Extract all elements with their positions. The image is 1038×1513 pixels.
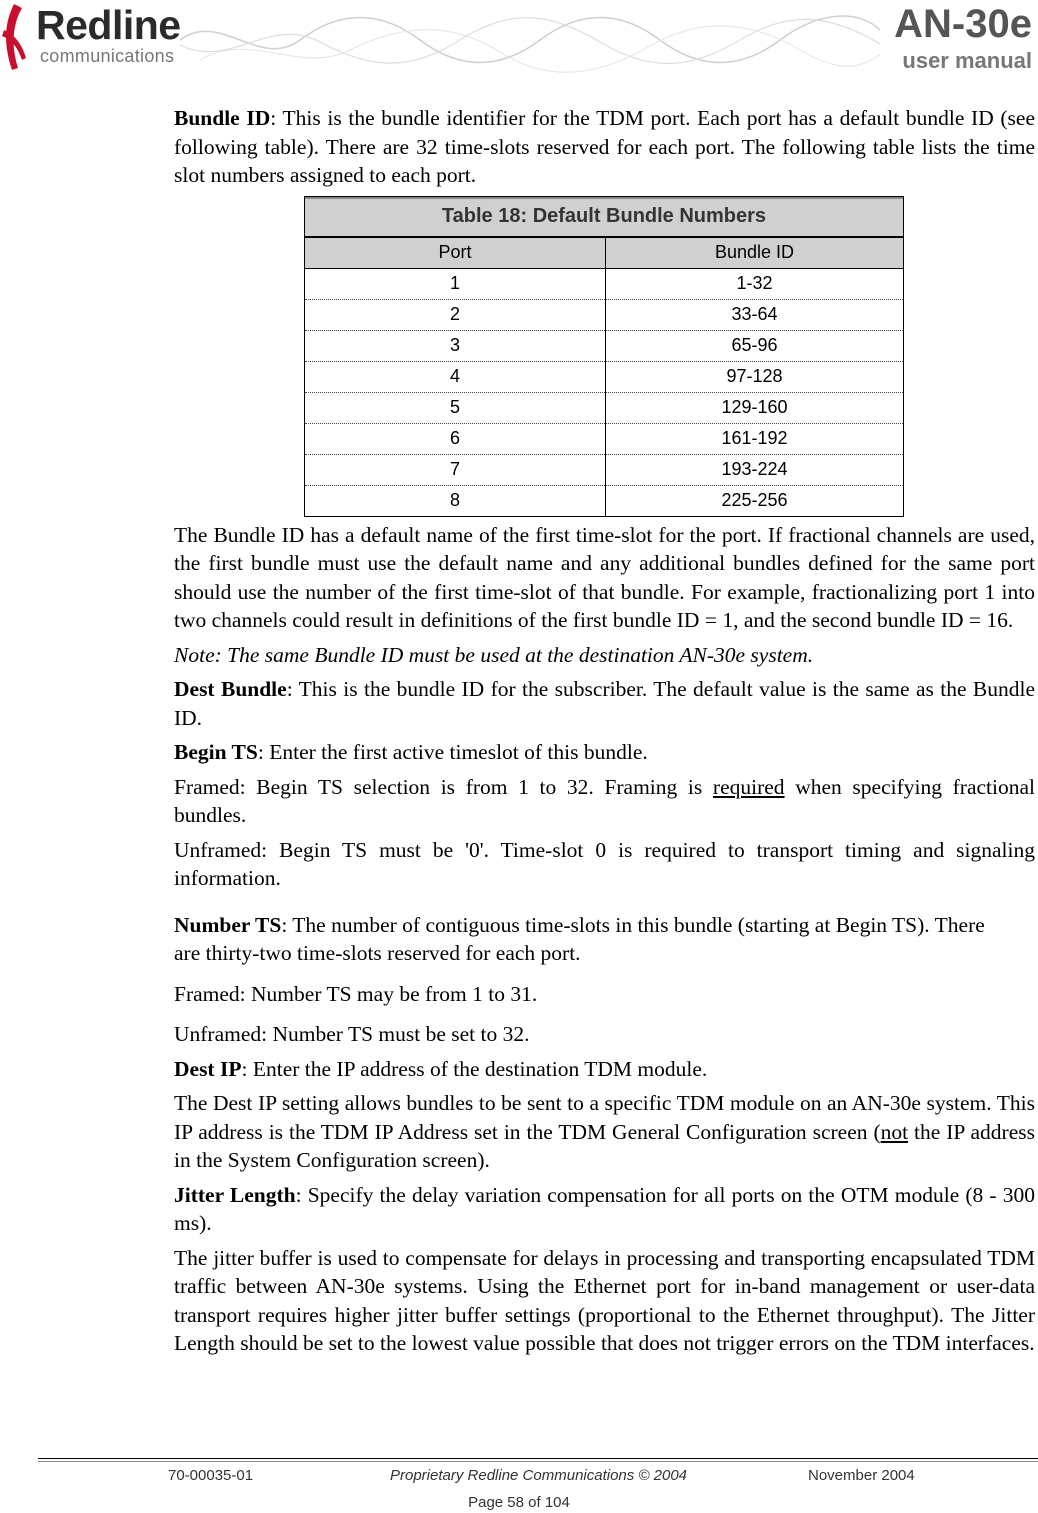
port-cell: 8 xyxy=(305,485,606,516)
table-row xyxy=(305,454,904,485)
bundle-table xyxy=(304,236,904,517)
paragraph-text: Framed: Begin TS selection is from 1 to 32. Framing is xyxy=(174,774,713,799)
footer-divider xyxy=(38,1461,1038,1462)
term-bundle-id: Bundle ID xyxy=(174,106,271,130)
column-header-port: Port xyxy=(305,237,606,269)
default-bundle-table xyxy=(304,196,904,517)
term-number-ts: Number TS xyxy=(174,912,282,937)
column-header-bundle-id: Bundle ID xyxy=(606,237,904,269)
paragraph-jitter-length xyxy=(174,1181,1035,1238)
underlined-required: required xyxy=(712,774,785,799)
paragraph-text: the IP address in the System Configuration screen). xyxy=(174,1119,1035,1172)
port-cell: 3 xyxy=(305,330,606,361)
paragraph-jitter-buffer: The jitter buffer is used to compensate for delays in processing and transporting encapsulated TDM traffic between AN-30e systems. Using the Ethernet port for in-band management or user-data transport requires higher jitter buffer settings (proportional to the Ethernet throughput). The Jitter Length should be set to the lowest value possible that does not trigger errors on the TDM interfaces. xyxy=(174,1245,1035,1355)
table-caption: Table 18: Default Bundle Numbers xyxy=(304,196,904,236)
paragraph-dest-ip xyxy=(174,1055,1035,1084)
bundle-id-cell: 129-160 xyxy=(606,392,904,423)
bundle-id-cell: 225-256 xyxy=(606,485,904,516)
paragraph-begin-ts xyxy=(174,738,1035,767)
paragraph-text: The Dest IP setting allows bundles to be sent to a specific TDM module on an AN-30e system. This IP address is the TDM IP Address set in the TDM General Configuration screen ( xyxy=(174,1091,1035,1144)
paragraph-dest-ip-setting xyxy=(174,1089,1035,1175)
paragraph-dest-bundle xyxy=(174,675,1035,732)
page-content xyxy=(174,104,1035,1358)
table-row xyxy=(305,423,904,454)
paragraph-text: when specifying fractional bundles. xyxy=(174,774,1035,827)
page-header xyxy=(0,0,1038,80)
port-cell: 5 xyxy=(305,392,606,423)
footer-page-number: Page 58 of 104 xyxy=(468,1494,570,1511)
paragraph-text: : Enter the first active timeslot of this bundle. xyxy=(257,740,648,764)
paragraph-number-ts xyxy=(174,911,1014,968)
port-cell: 4 xyxy=(305,361,606,392)
note-bundle-id: Note: The same Bundle ID must be used at the destination AN-30e system. xyxy=(174,642,814,667)
brand-name: Redline xyxy=(36,2,181,48)
paragraph-text: : This is the bundle identifier for the TDM port. Each port has a default bundle ID (see following table). There are 32 time-slots reserved for each port. The following table lists the time slot numbers assigned to each port. xyxy=(174,106,1036,187)
footer-copyright: Proprietary Redline Communications © 2004 xyxy=(390,1467,688,1484)
paragraph-unframed-number-ts: Unframed: Number TS must be set to 32. xyxy=(174,1022,530,1046)
paragraph-text: : The number of contiguous time-slots in this bundle (starting at Begin TS). There are thirty-two time-slots reserved for each port. xyxy=(174,912,985,965)
port-cell: 1 xyxy=(305,268,606,299)
port-cell: 7 xyxy=(305,454,606,485)
footer-date: November 2004 xyxy=(808,1467,915,1484)
table-row xyxy=(305,330,904,361)
bundle-id-cell: 65-96 xyxy=(606,330,904,361)
document-type: user manual xyxy=(902,48,1032,73)
paragraph-bundle-id xyxy=(174,104,1035,190)
table-row xyxy=(305,361,904,392)
wave-decoration-icon xyxy=(180,0,880,80)
table-row xyxy=(305,299,904,330)
paragraph-bundle-default-name: The Bundle ID has a default name of the first time-slot for the port. If fractional channels are used, the first bundle must use the default name and any additional bundles defined for the same port should use the number of the first time-slot of that bundle. For example, fractionalizing port 1 into two channels could result in definitions of the first bundle ID = 1, and the second bundle ID = 16. xyxy=(174,522,1035,632)
footer-divider xyxy=(38,1458,1038,1459)
paragraph-text: : Specify the delay variation compensation for all ports on the OTM module (8 - 300 ms). xyxy=(174,1182,1035,1235)
paragraph-unframed-begin-ts: Unframed: Begin TS must be '0'. Time-slot 0 is required to transport timing and signaling information. xyxy=(174,837,1035,890)
paragraph-framed-number-ts: Framed: Number TS may be from 1 to 31. xyxy=(174,981,538,1006)
port-cell: 6 xyxy=(305,423,606,454)
term-jitter-length: Jitter Length xyxy=(174,1182,296,1207)
paragraph-framed-begin-ts xyxy=(174,773,1035,830)
term-begin-ts: Begin TS xyxy=(174,740,258,764)
paragraph-text: : Enter the IP address of the destination TDM module. xyxy=(241,1056,708,1081)
term-dest-ip: Dest IP xyxy=(174,1056,242,1081)
term-dest-bundle: Dest Bundle xyxy=(174,677,287,701)
port-cell: 2 xyxy=(305,299,606,330)
underlined-not: not xyxy=(880,1119,909,1144)
table-header-row xyxy=(305,237,904,269)
paragraph-text: : This is the bundle ID for the subscriber. The default value is the same as the Bundle ID. xyxy=(174,677,1035,730)
bundle-id-cell: 193-224 xyxy=(606,454,904,485)
table-row xyxy=(305,485,904,516)
redline-logo-icon xyxy=(0,0,40,75)
brand-subtitle: communications xyxy=(40,46,175,66)
table-row xyxy=(305,392,904,423)
footer-doc-number: 70-00035-01 xyxy=(168,1467,254,1484)
bundle-id-cell: 97-128 xyxy=(606,361,904,392)
bundle-id-cell: 33-64 xyxy=(606,299,904,330)
product-name: AN-30e xyxy=(894,2,1032,46)
bundle-id-cell: 1-32 xyxy=(606,268,904,299)
table-row xyxy=(305,268,904,299)
bundle-id-cell: 161-192 xyxy=(606,423,904,454)
